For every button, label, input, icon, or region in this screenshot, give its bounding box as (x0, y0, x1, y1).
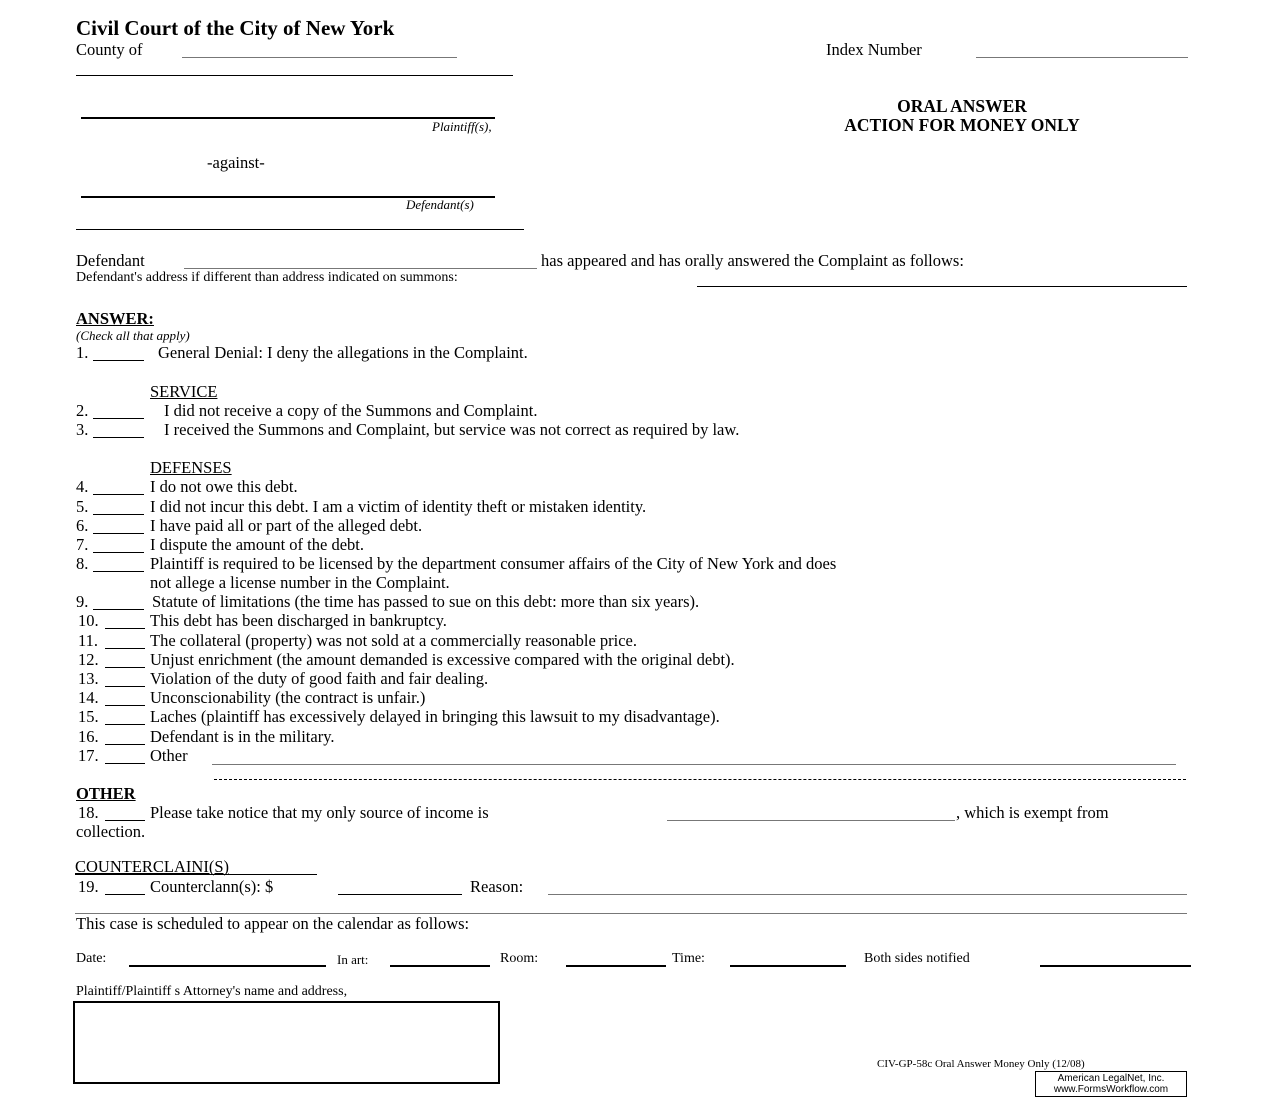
calendar-date-field-line[interactable] (129, 965, 326, 967)
plaintiff-label: Plaintiff(s), (432, 119, 492, 134)
item-16-number: 16. (78, 727, 99, 746)
county-field-line[interactable] (182, 57, 457, 58)
item-11-checkbox-line[interactable] (105, 648, 145, 649)
calendar-date-label: Date: (76, 951, 107, 966)
address-field-line[interactable] (697, 286, 1187, 287)
counterclaim-amount-field-line[interactable] (338, 894, 462, 895)
item-9-text: Statute of limitations (the time has passed to sue on this debt: more than six years). (152, 592, 700, 611)
item-3-checkbox-line[interactable] (93, 437, 144, 438)
item-15-number: 15. (78, 707, 99, 726)
publisher-url[interactable]: www.FormsWorkflow.com (1053, 1084, 1169, 1095)
answer-heading: ANSWER: (76, 309, 154, 328)
item-3-number: 3. (76, 420, 89, 439)
item-6-text: I have paid all or part of the alleged debt. (150, 516, 423, 535)
item-14-number: 14. (78, 688, 99, 707)
county-label: County of (76, 40, 143, 59)
item-15-text: Laches (plaintiff has excessively delayed in bringing this lawsuit to my disadvantage). (150, 707, 720, 726)
court-name: Civil Court of the City of New York (76, 16, 395, 40)
item-19-checkbox-line[interactable] (105, 894, 145, 895)
item-2-text: I did not receive a copy of the Summons and Complaint. (164, 401, 538, 420)
item-18-exempt-text: , which is exempt from (956, 803, 1109, 822)
item-18-checkbox-line[interactable] (105, 820, 145, 821)
counterclaims-heading-underline (75, 874, 317, 875)
item-12-number: 12. (78, 650, 99, 669)
index-number-label: Index Number (826, 40, 922, 59)
item-1-number: 1. (76, 343, 89, 362)
item-17-number: 17. (78, 746, 99, 765)
item-15-checkbox-line[interactable] (105, 724, 145, 725)
item-18-number: 18. (78, 803, 99, 822)
address-text: Defendant's address if different than address indicated on summons: (76, 270, 458, 285)
intro-defendant-label: Defendant (76, 251, 145, 270)
other-continuation-line[interactable] (214, 779, 1186, 780)
item-4-number: 4. (76, 477, 89, 496)
counterclaim-reason-field-line[interactable] (548, 894, 1187, 895)
item-17-text: Other (150, 746, 188, 765)
item-8-number: 8. (76, 554, 89, 573)
counterclaim-amount-label: Counterclann(s): $ (150, 877, 274, 896)
item-7-checkbox-line[interactable] (93, 552, 144, 553)
other-heading: OTHER (76, 784, 136, 803)
item-14-checkbox-line[interactable] (105, 705, 145, 706)
item-3-text: I received the Summons and Complaint, but service was not correct as required by law. (164, 420, 740, 439)
item-16-text: Defendant is in the military. (150, 727, 335, 746)
item-12-checkbox-line[interactable] (105, 667, 145, 668)
item-18-text: Please take notice that my only source of income is (150, 803, 489, 822)
item-4-checkbox-line[interactable] (93, 494, 144, 495)
calendar-part-label: In art: (337, 952, 369, 967)
item-10-text: This debt has been discharged in bankruptcy. (150, 611, 447, 630)
item-9-number: 9. (76, 592, 89, 611)
item-6-number: 6. (76, 516, 89, 535)
item-19-number: 19. (78, 877, 99, 896)
defenses-heading: DEFENSES (150, 458, 232, 477)
item-11-text: The collateral (property) was not sold at a commercially reasonable price. (150, 631, 637, 650)
item-5-checkbox-line[interactable] (93, 514, 144, 515)
calendar-time-label: Time: (672, 951, 705, 966)
item-13-checkbox-line[interactable] (105, 686, 145, 687)
calendar-room-field-line[interactable] (566, 965, 666, 967)
item-2-number: 2. (76, 401, 89, 420)
calendar-room-label: Room: (500, 951, 539, 966)
caption-bottom-rule (76, 229, 524, 230)
form-id: CIV-GP-58c Oral Answer Money Only (12/08) (877, 1058, 1085, 1070)
counterclaims-heading: COUNTERCLAINI(S) (75, 857, 229, 876)
index-number-field-line[interactable] (976, 57, 1188, 58)
item-18-collection-text: collection. (76, 822, 146, 841)
item-10-number: 10. (78, 611, 99, 630)
form-title-line1: ORAL ANSWER (897, 96, 1027, 116)
counterclaim-reason-label: Reason: (470, 877, 524, 896)
item-1-text: General Denial: I deny the allegations in the Complaint. (158, 343, 528, 362)
attorney-label: Plaintiff/Plaintiff s Attorney's name and address, (76, 984, 348, 999)
item-8-checkbox-line[interactable] (93, 571, 144, 572)
calendar-notified-label: Both sides notified (864, 951, 970, 966)
appeared-text: has appeared and has orally answered the Complaint as follows: (541, 251, 964, 270)
caption-top-rule (76, 75, 513, 76)
attorney-address-box[interactable] (73, 1001, 500, 1084)
item-2-checkbox-line[interactable] (93, 418, 144, 419)
item-17-checkbox-line[interactable] (105, 763, 145, 764)
item-7-text: I dispute the amount of the debt. (150, 535, 364, 554)
item-7-number: 7. (76, 535, 89, 554)
service-heading: SERVICE (150, 382, 218, 401)
item-1-checkbox-line[interactable] (93, 360, 144, 361)
item-5-text: I did not incur this debt. I am a victim of identity theft or mistaken identity. (150, 497, 647, 516)
item-14-text: Unconscionability (the contract is unfair.) (150, 688, 426, 707)
calendar-time-field-line[interactable] (730, 965, 846, 967)
calendar-notified-field-line[interactable] (1040, 965, 1191, 967)
item-6-checkbox-line[interactable] (93, 533, 144, 534)
income-source-field-line[interactable] (667, 820, 955, 821)
item-5-number: 5. (76, 497, 89, 516)
item-8-text: Plaintiff is required to be licensed by the department consumer affairs of the City of New York and does (150, 554, 837, 573)
item-10-checkbox-line[interactable] (105, 628, 145, 629)
item-8-text-continued: not allege a license number in the Complaint. (150, 573, 450, 592)
item-4-text: I do not owe this debt. (150, 477, 298, 496)
defendant-label: Defendant(s) (406, 197, 474, 212)
calendar-part-field-line[interactable] (390, 965, 490, 967)
defendant-name-field-line[interactable] (184, 268, 537, 269)
item-13-number: 13. (78, 669, 99, 688)
publisher-name: American LegalNet, Inc. (1057, 1073, 1165, 1084)
answer-instruction: (Check all that apply) (76, 328, 190, 343)
item-9-checkbox-line[interactable] (93, 609, 144, 610)
item-16-checkbox-line[interactable] (105, 744, 145, 745)
item-12-text: Unjust enrichment (the amount demanded is excessive compared with the original debt). (150, 650, 735, 669)
form-title-line2: ACTION FOR MONEY ONLY (844, 115, 1080, 135)
other-field-line[interactable] (212, 764, 1176, 765)
against-text: -against- (207, 153, 265, 172)
calendar-text: This case is scheduled to appear on the calendar as follows: (76, 914, 470, 933)
item-13-text: Violation of the duty of good faith and fair dealing. (150, 669, 489, 688)
publisher-box (1035, 1071, 1187, 1097)
item-11-number: 11. (78, 631, 99, 650)
